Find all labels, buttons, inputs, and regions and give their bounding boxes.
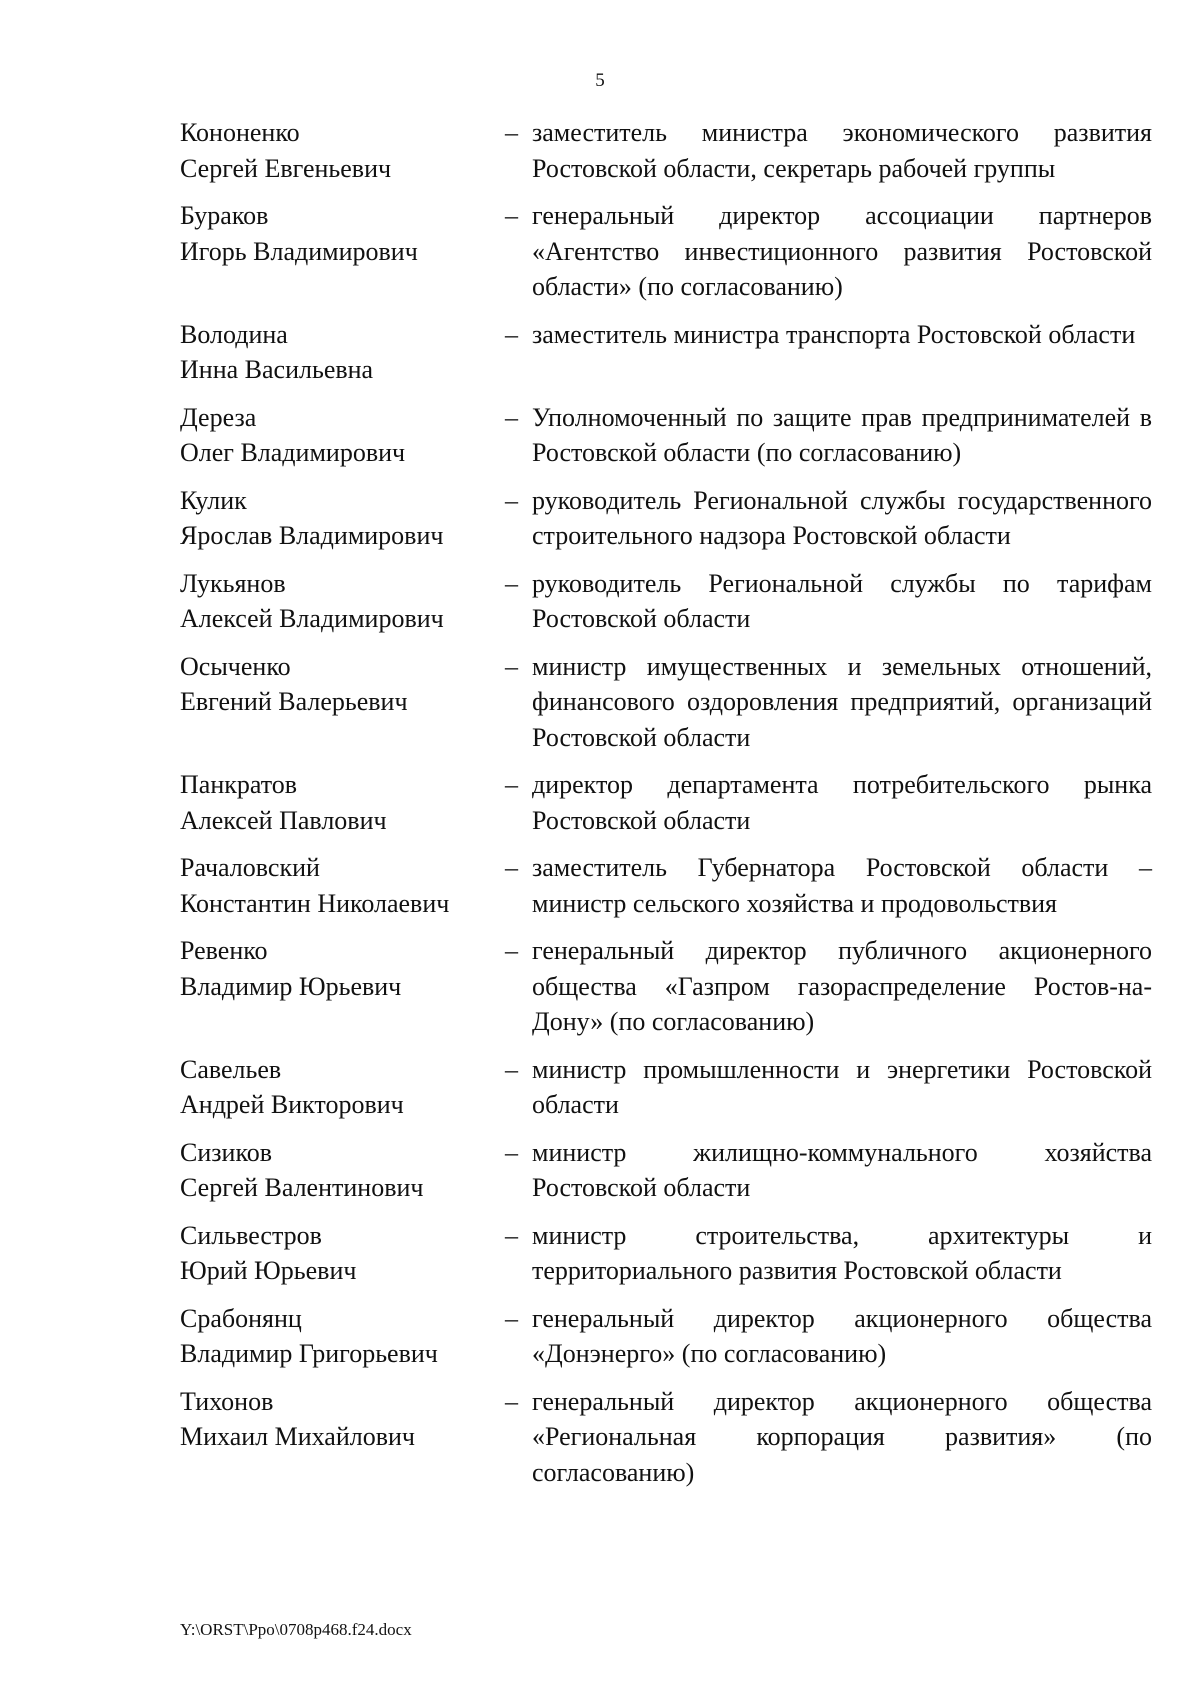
member-given-name: Алексей Владимирович [180, 604, 444, 633]
member-surname: Кулик [180, 485, 247, 515]
member-surname: Кононенко [180, 118, 300, 147]
member-given-name: Сергей Валентинович [180, 1173, 424, 1202]
dash: – [505, 1054, 518, 1084]
page-number: 5 [595, 70, 605, 91]
member-position: руководитель Региональной службы по тарифам Ростовской области [532, 568, 1152, 633]
member-name [180, 767, 505, 838]
member-row [180, 317, 1152, 388]
members-list [180, 115, 1152, 1502]
member-name [180, 1135, 505, 1206]
member-position: заместитель министра транспорта Ростовской области [532, 319, 1136, 349]
member-row [180, 115, 1152, 186]
member-position: генеральный директор публичного акционерного общества «Газпром газораспределение Ростов-на-Дону» (по согласованию) [532, 936, 1152, 1036]
member-given-name: Юрий Юрьевич [180, 1256, 357, 1285]
dash: – [505, 651, 518, 681]
member-row [180, 400, 1152, 471]
member-name [180, 566, 505, 637]
member-surname: Панкратов [180, 770, 298, 799]
member-row [180, 767, 1152, 838]
member-given-name: Ярослав Владимирович [180, 521, 444, 550]
member-row [180, 649, 1152, 756]
member-surname: Осыченко [180, 651, 291, 681]
member-given-name: Инна Васильевна [180, 355, 374, 384]
member-name [180, 649, 505, 720]
dash: – [505, 853, 518, 882]
member-given-name: Олег Владимирович [180, 438, 406, 467]
member-position: министр промышленности и энергетики Ростовской области [532, 1054, 1152, 1119]
member-surname: Дереза [180, 402, 257, 432]
member-name [180, 317, 505, 388]
dash: – [505, 118, 518, 147]
member-name [180, 1301, 505, 1372]
member-name [180, 850, 505, 921]
member-name [180, 1384, 505, 1455]
member-given-name: Сергей Евгеньевич [180, 153, 392, 183]
member-name [180, 933, 505, 1004]
member-name [180, 483, 505, 554]
member-position: заместитель Губернатора Ростовской области – министр сельского хозяйства и продовольствия [532, 853, 1152, 918]
member-given-name: Константин Николаевич [180, 888, 450, 918]
member-row [180, 1135, 1152, 1206]
member-name [180, 1052, 505, 1123]
member-name [180, 198, 505, 269]
member-row [180, 933, 1152, 1040]
dash: – [505, 936, 518, 965]
member-given-name: Алексей Павлович [180, 805, 387, 835]
member-row [180, 850, 1152, 921]
member-position: руководитель Региональной службы государственного строительного надзора Ростовской области [532, 485, 1152, 550]
dash: – [505, 568, 518, 598]
member-given-name: Владимир Григорьевич [180, 1339, 438, 1368]
member-surname: Володина [180, 319, 288, 349]
member-given-name: Михаил Михайлович [180, 1422, 416, 1451]
member-given-name: Игорь Владимирович [180, 236, 418, 266]
member-name [180, 1218, 505, 1289]
member-position: министр жилищно-коммунального хозяйства Ростовской области [532, 1137, 1152, 1202]
member-name [180, 400, 505, 471]
member-surname: Ревенко [180, 936, 268, 965]
file-path-footer: Y:\ORST\Ppo\0708p468.f24.docx [180, 1620, 412, 1639]
member-position: Уполномоченный по защите прав предпринимателей в Ростовской области (по согласованию) [532, 402, 1152, 467]
member-row [180, 1052, 1152, 1123]
member-surname: Сильвестров [180, 1220, 322, 1250]
dash: – [505, 1303, 518, 1333]
dash: – [505, 319, 518, 349]
dash: – [505, 1220, 518, 1250]
member-position: генеральный директор ассоциации партнеров «Агентство инвестиционного развития Ростовской области» (по согласованию) [532, 201, 1152, 301]
member-surname: Срабонянц [180, 1303, 302, 1333]
member-row [180, 566, 1152, 637]
member-row [180, 483, 1152, 554]
dash: – [505, 201, 518, 230]
member-name [180, 115, 505, 186]
member-given-name: Андрей Викторович [180, 1090, 404, 1119]
member-row [180, 1301, 1152, 1372]
member-row [180, 1384, 1152, 1491]
member-position: министр имущественных и земельных отношений, финансового оздоровления предприятий, организаций Ростовской области [532, 651, 1152, 752]
member-surname: Лукьянов [180, 568, 286, 598]
member-position: генеральный директор акционерного общества «Региональная корпорация развития» (по согласованию) [532, 1386, 1152, 1487]
dash: – [505, 770, 518, 799]
member-given-name: Владимир Юрьевич [180, 971, 402, 1001]
member-position: заместитель министра экономического развития Ростовской области, секретарь рабочей группы [532, 118, 1152, 183]
member-surname: Тихонов [180, 1386, 274, 1416]
member-surname: Сизиков [180, 1137, 273, 1167]
member-given-name: Евгений Валерьевич [180, 687, 408, 716]
member-row [180, 198, 1152, 305]
member-row [180, 1218, 1152, 1289]
member-position: генеральный директор акционерного общества «Донэнерго» (по согласованию) [532, 1303, 1152, 1368]
dash: – [505, 402, 518, 432]
member-surname: Рачаловский [180, 853, 320, 882]
member-surname: Савельев [180, 1054, 282, 1084]
dash: – [505, 1137, 518, 1167]
member-position: директор департамента потребительского рынка Ростовской области [532, 770, 1152, 835]
dash: – [505, 485, 518, 515]
dash: – [505, 1386, 518, 1416]
member-surname: Бураков [180, 201, 269, 230]
member-position: министр строительства, архитектуры и территориального развития Ростовской области [532, 1220, 1152, 1285]
